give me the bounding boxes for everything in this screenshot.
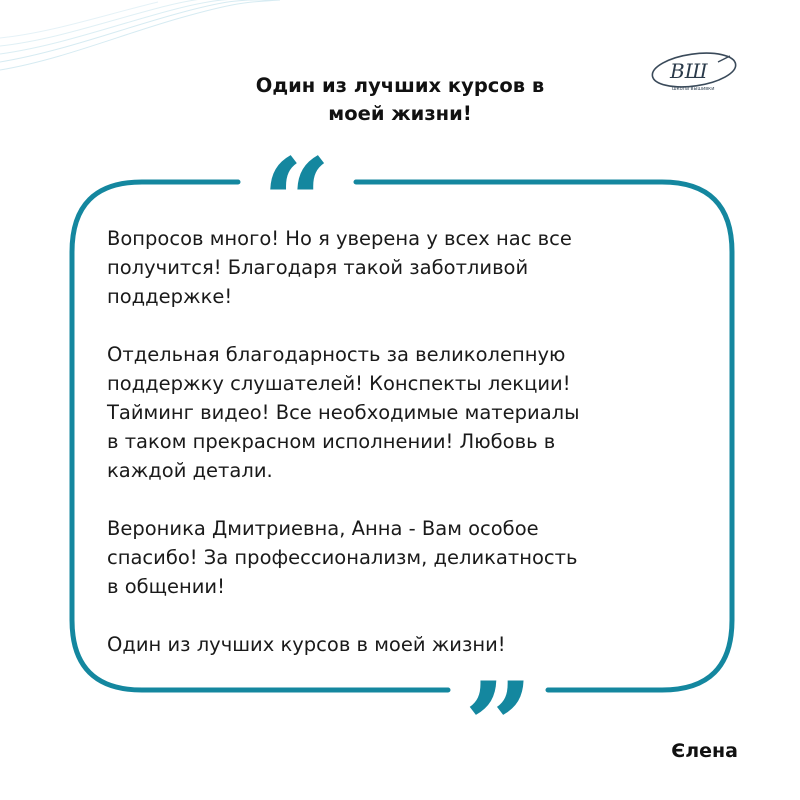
- review-line: поддержке!: [107, 285, 233, 308]
- review-text: [107, 224, 707, 659]
- logo-monogram: ВШ: [670, 59, 708, 83]
- open-quote-icon: “: [262, 132, 332, 273]
- review-line: Вопросов много! Но я уверена у всех нас все: [107, 227, 572, 250]
- review-line: Вероника Дмитриевна, Анна - Вам особое: [107, 517, 539, 540]
- review-line: каждой детали.: [107, 459, 273, 482]
- close-quote-icon: ”: [464, 656, 534, 797]
- review-paragraph: [107, 514, 707, 601]
- review-author: Єлена: [671, 740, 738, 762]
- review-line: Отдельная благодарность за великолепную: [107, 343, 566, 366]
- review-line: в общении!: [107, 575, 225, 598]
- review-line: получится! Благодаря такой заботливой: [107, 256, 529, 279]
- review-line: Один из лучших курсов в моей жизни!: [107, 633, 506, 656]
- review-line: поддержку слушателей! Конспекты лекции!: [107, 372, 571, 395]
- review-paragraph: [107, 340, 707, 485]
- page-title-line-2: моей жизни!: [328, 102, 472, 125]
- review-line: в таком прекрасном исполнении! Любовь в: [107, 430, 556, 453]
- review-line: Тайминг видео! Все необходимые материалы: [107, 401, 580, 424]
- review-line: спасибо! За профессионализм, деликатность: [107, 546, 578, 569]
- logo-caption: школа вышивки: [672, 86, 715, 92]
- review-paragraph: [107, 630, 707, 659]
- review-paragraph: [107, 224, 707, 311]
- page-title-line-1: Один из лучших курсов в: [255, 74, 545, 97]
